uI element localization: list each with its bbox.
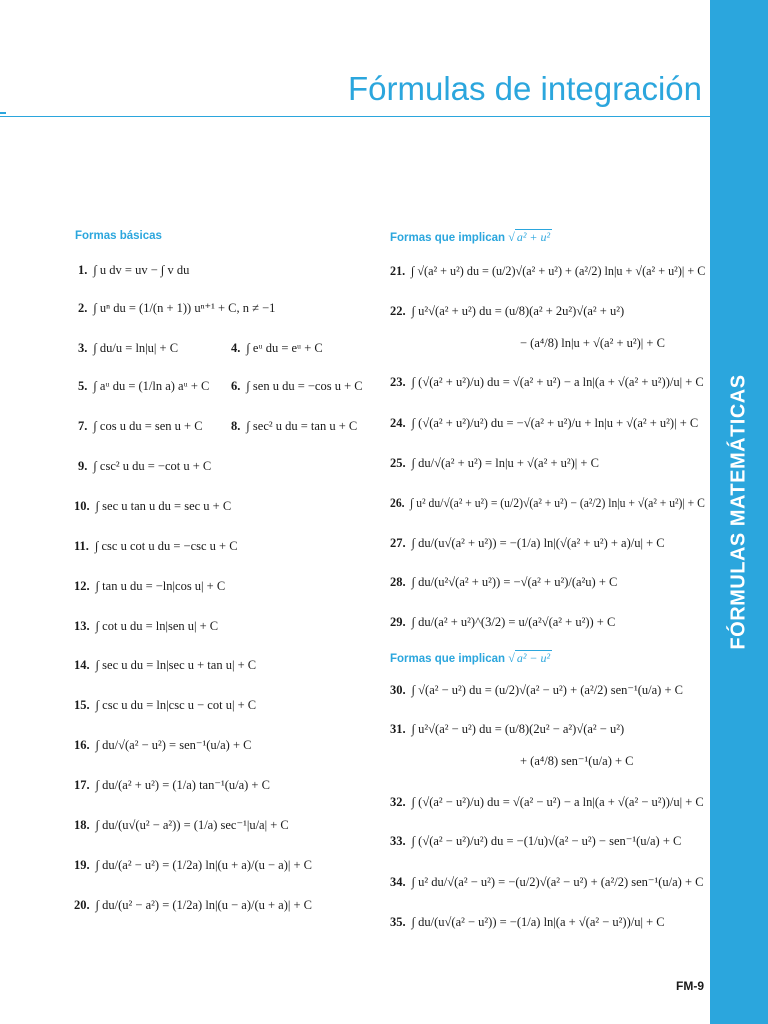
- formula-17: [74, 777, 270, 793]
- formula-expression: ∫ √(a² + u²) du = (u/2)√(a² + u²) + (a²/2) ln|u + √(a² + u²)| + C: [411, 264, 706, 278]
- formula-expression: + (a⁴/8) sen⁻¹(u/a) + C: [520, 754, 634, 768]
- formula-33: [390, 833, 681, 849]
- formula-number: 2.: [78, 301, 88, 315]
- formula-3: [78, 340, 178, 356]
- formula-7: [78, 418, 203, 434]
- section-diff-heading: [390, 651, 552, 666]
- formula-5: [78, 378, 209, 394]
- formula-19: [74, 857, 312, 873]
- formula-expression: ∫ du/(u√(a² − u²)) = −(1/a) ln|(a + √(a² − u²))/u| + C: [411, 915, 665, 929]
- formula-number: 13.: [74, 619, 90, 633]
- formula-number: 21.: [390, 264, 406, 278]
- section-basic-heading: Formas básicas: [75, 230, 162, 242]
- formula-10: [74, 498, 231, 514]
- formula-number: 31.: [390, 722, 406, 736]
- formula-4: [231, 340, 323, 356]
- formula-22: [390, 303, 624, 319]
- formula-number: 25.: [390, 456, 406, 470]
- formula-number: 5.: [78, 379, 88, 393]
- formula-34: [390, 874, 703, 890]
- formula-expression: ∫ tan u du = −ln|cos u| + C: [95, 579, 226, 593]
- formula-number: 26.: [390, 496, 405, 510]
- formula-number: 29.: [390, 615, 406, 629]
- formula-expression: ∫ u²√(a² + u²) du = (u/8)(a² + 2u²)√(a² + u²): [411, 304, 625, 318]
- formula-12: [74, 578, 225, 594]
- formula-11: [74, 538, 238, 554]
- formula-9: [78, 458, 211, 474]
- formula-expression: ∫ du/(a² + u²) = (1/a) tan⁻¹(u/a) + C: [95, 778, 270, 792]
- formula-28: [390, 574, 617, 590]
- formula-number: 35.: [390, 915, 406, 929]
- formula-31-continuation: [520, 753, 634, 769]
- title-rule: [0, 116, 710, 117]
- formula-13: [74, 618, 218, 634]
- formula-number: 15.: [74, 698, 90, 712]
- formula-expression: ∫ u² du/√(a² + u²) = (u/2)√(a² + u²) − (a²/2) ln|u + √(a² + u²)| + C: [410, 496, 705, 510]
- formula-number: 6.: [231, 379, 241, 393]
- formula-expression: ∫ du/√(a² + u²) = ln|u + √(a² + u²)| + C: [411, 456, 599, 470]
- formula-number: 10.: [74, 499, 90, 513]
- formula-expression: ∫ (√(a² − u²)/u²) du = −(1/u)√(a² − u²) − sen⁻¹(u/a) + C: [411, 834, 682, 848]
- formula-number: 24.: [390, 416, 406, 430]
- radical-icon: √: [508, 230, 515, 244]
- section-sum-prefix: Formas que implican: [390, 232, 506, 244]
- formula-23: [390, 374, 704, 390]
- formula-2: [78, 300, 275, 316]
- formula-number: 19.: [74, 858, 90, 872]
- formula-expression: − (a⁴/8) ln|u + √(a² + u²)| + C: [520, 336, 665, 350]
- formula-expression: ∫ du/(u²√(a² + u²)) = −√(a² + u²)/(a²u) + C: [411, 575, 618, 589]
- formula-expression: ∫ (√(a² + u²)/u²) du = −√(a² + u²)/u + ln|u + √(a² + u²)| + C: [411, 416, 699, 430]
- formula-expression: ∫ csc u du = ln|csc u − cot u| + C: [95, 698, 257, 712]
- formula-21: [390, 263, 705, 279]
- formula-expression: ∫ aᵘ du = (1/ln a) aᵘ + C: [93, 379, 210, 393]
- formula-number: 33.: [390, 834, 406, 848]
- formula-24: [390, 415, 698, 431]
- formula-number: 18.: [74, 818, 90, 832]
- formula-18: [74, 817, 289, 833]
- formula-30: [390, 682, 683, 698]
- formula-expression: ∫ du/(u√(u² − a²)) = (1/a) sec⁻¹|u/a| + C: [95, 818, 289, 832]
- section-diff-radicand: a² − u²: [516, 651, 551, 665]
- formula-number: 16.: [74, 738, 90, 752]
- radical-icon: √: [508, 651, 515, 665]
- formula-expression: ∫ u² du/√(a² − u²) = −(u/2)√(a² − u²) + (a²/2) sen⁻¹(u/a) + C: [411, 875, 704, 889]
- formula-31: [390, 721, 624, 737]
- formula-number: 7.: [78, 419, 88, 433]
- formula-number: 28.: [390, 575, 406, 589]
- formula-15: [74, 697, 256, 713]
- formula-number: 12.: [74, 579, 90, 593]
- formula-number: 30.: [390, 683, 406, 697]
- formula-expression: ∫ u dv = uv − ∫ v du: [93, 263, 190, 277]
- formula-number: 8.: [231, 419, 241, 433]
- formula-number: 32.: [390, 795, 406, 809]
- formula-expression: ∫ eᵘ du = eᵘ + C: [246, 341, 323, 355]
- formula-expression: ∫ (√(a² − u²)/u) du = √(a² − u²) − a ln|(a + √(a² − u²))/u| + C: [411, 795, 704, 809]
- formula-number: 3.: [78, 341, 88, 355]
- formula-expression: ∫ cot u du = ln|sen u| + C: [95, 619, 219, 633]
- formula-25: [390, 455, 599, 471]
- formula-1: [78, 262, 189, 278]
- formula-expression: ∫ (√(a² + u²)/u) du = √(a² + u²) − a ln|(a + √(a² + u²))/u| + C: [411, 375, 704, 389]
- formula-expression: ∫ uⁿ du = (1/(n + 1)) uⁿ⁺¹ + C, n ≠ −1: [93, 301, 276, 315]
- formula-number: 1.: [78, 263, 88, 277]
- formula-expression: ∫ csc u cot u du = −csc u + C: [94, 539, 238, 553]
- formula-26: [390, 495, 705, 511]
- formula-number: 22.: [390, 304, 406, 318]
- formula-14: [74, 657, 256, 673]
- title-tick: [0, 112, 6, 114]
- formula-expression: ∫ du/√(a² − u²) = sen⁻¹(u/a) + C: [95, 738, 252, 752]
- formula-expression: ∫ du/u = ln|u| + C: [93, 341, 179, 355]
- formula-29: [390, 614, 615, 630]
- formula-expression: ∫ sen u du = −cos u + C: [246, 379, 363, 393]
- formula-number: 23.: [390, 375, 406, 389]
- formula-expression: ∫ du/(a² − u²) = (1/2a) ln|(u + a)/(u − a)| + C: [95, 858, 313, 872]
- formula-number: 20.: [74, 898, 90, 912]
- page-title: Fórmulas de integración: [347, 70, 702, 107]
- formula-expression: ∫ √(a² − u²) du = (u/2)√(a² − u²) + (a²/2) sen⁻¹(u/a) + C: [411, 683, 683, 697]
- formula-number: 14.: [74, 658, 90, 672]
- formula-number: 11.: [74, 539, 89, 553]
- formula-20: [74, 897, 312, 913]
- formula-number: 4.: [231, 341, 241, 355]
- formula-27: [390, 535, 665, 551]
- page-number: FM-9: [676, 979, 704, 993]
- side-label: FÓRMULAS MATEMÁTICAS: [727, 374, 750, 650]
- section-sum-heading: [390, 230, 552, 245]
- formula-expression: ∫ u²√(a² − u²) du = (u/8)(2u² − a²)√(a² − u²): [411, 722, 625, 736]
- section-diff-prefix: Formas que implican: [390, 653, 506, 665]
- formula-expression: ∫ sec² u du = tan u + C: [246, 419, 358, 433]
- formula-expression: ∫ cos u du = sen u + C: [93, 419, 203, 433]
- formula-number: 27.: [390, 536, 406, 550]
- formula-32: [390, 794, 704, 810]
- formula-number: 34.: [390, 875, 406, 889]
- formula-number: 9.: [78, 459, 88, 473]
- formula-22-continuation: [520, 335, 665, 351]
- formula-expression: ∫ csc² u du = −cot u + C: [93, 459, 212, 473]
- formula-number: 17.: [74, 778, 90, 792]
- formula-expression: ∫ sec u tan u du = sec u + C: [95, 499, 232, 513]
- formula-expression: ∫ sec u du = ln|sec u + tan u| + C: [95, 658, 257, 672]
- formula-16: [74, 737, 251, 753]
- formula-expression: ∫ du/(a² + u²)^(3/2) = u/(a²√(a² + u²)) + C: [411, 615, 616, 629]
- formula-8: [231, 418, 357, 434]
- formula-expression: ∫ du/(u√(a² + u²)) = −(1/a) ln|(√(a² + u²) + a)/u| + C: [411, 536, 665, 550]
- formula-6: [231, 378, 363, 394]
- section-sum-radicand: a² + u²: [516, 230, 551, 244]
- formula-35: [390, 914, 665, 930]
- formula-expression: ∫ du/(u² − a²) = (1/2a) ln|(u − a)/(u + a)| + C: [95, 898, 313, 912]
